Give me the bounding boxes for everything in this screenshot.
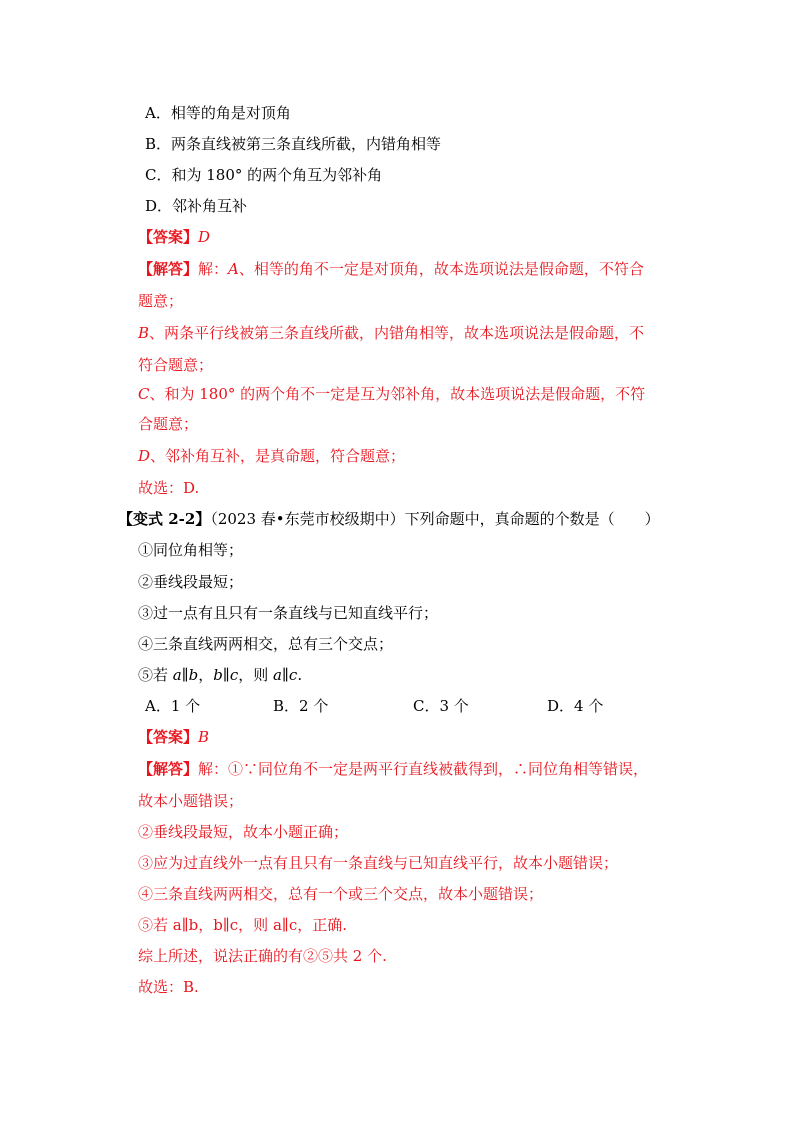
q1-analysis-line-6: 合题意；	[138, 415, 199, 433]
var-a: a	[273, 666, 282, 684]
q1-option-d: D．邻补角互补	[145, 197, 248, 215]
analysis-text: 、两条平行线被第三条直线所截，内错角相等，故本选项说法是假命题，不	[149, 324, 645, 342]
q1-analysis-line-7	[138, 446, 405, 466]
analysis-text: 、邻补角互补，是真命题，符合题意；	[150, 447, 406, 465]
q2-summary: 综上所述，说法正确的有②⑤共 2 个.	[138, 947, 387, 965]
q1-analysis-line-1	[138, 259, 644, 279]
q1-option-c: C．和为 180° 的两个角互为邻补角	[145, 166, 383, 184]
analysis-letter: C	[138, 385, 150, 403]
analysis-text: 解：①∵同位角不一定是两平行直线被截得到，∴同位角相等错误，	[198, 760, 649, 778]
q1-analysis-line-4: 符合题意；	[138, 356, 214, 374]
var-c: c	[288, 666, 298, 684]
q1-analysis-line-3	[138, 323, 644, 343]
q2-analysis-line-1	[138, 759, 648, 779]
analysis-label: 【解答】	[138, 760, 199, 778]
answer-label: 【答案】	[138, 728, 199, 746]
answer-value: D	[198, 228, 211, 246]
item-text: ，	[198, 666, 214, 684]
q1-analysis-line-2: 题意；	[138, 292, 184, 310]
answer-value: B	[198, 728, 210, 746]
analysis-letter: B	[138, 324, 150, 342]
var-b: b	[213, 666, 223, 684]
variant-heading: 【变式 2-2】	[118, 510, 211, 528]
q1-option-b: B．两条直线被第三条直线所截，内错角相等	[145, 135, 442, 153]
var-a: a	[172, 666, 182, 684]
answer-label: 【答案】	[138, 228, 199, 246]
q2-analysis-line-2: 故本小题错误；	[138, 792, 244, 810]
q2-item-4: ④三条直线两两相交，总有三个交点；	[138, 635, 394, 653]
item-text: ，则	[238, 666, 274, 684]
analysis-label: 【解答】	[138, 260, 199, 278]
analysis-text: 、和为 180° 的两个角不一定是互为邻补角，故本选项说法是假命题，不符	[149, 385, 646, 403]
item-text: ⑤若	[138, 666, 173, 684]
q1-option-a: A．相等的角是对顶角	[145, 104, 291, 122]
q2-option-a: A．1 个	[145, 697, 201, 715]
q2-choice: 故选：B.	[138, 978, 199, 996]
var-c: c	[229, 666, 239, 684]
question-text: （2023 春•东莞市校级期中）下列命题中，真命题的个数是（ ）	[210, 510, 660, 528]
parallel-symbol: ∥	[222, 666, 230, 684]
q2-analysis-line-6: ⑤若 a∥b，b∥c，则 a∥c，正确.	[138, 916, 347, 934]
q2-analysis-line-3: ②垂线段最短，故本小题正确；	[138, 823, 349, 841]
q2-option-d: D．4 个	[547, 697, 604, 715]
analysis-letter: A	[228, 260, 239, 278]
q2-option-b: B．2 个	[273, 697, 329, 715]
q2-item-5	[138, 665, 302, 685]
q2-item-3: ③过一点有且只有一条直线与已知直线平行；	[138, 604, 439, 622]
q2-item-2: ②垂线段最短；	[138, 573, 244, 591]
q2-item-1: ①同位角相等；	[138, 541, 244, 559]
item-text: .	[297, 666, 303, 684]
analysis-text: 、相等的角不一定是对顶角，故本选项说法是假命题，不符合	[238, 260, 644, 278]
analysis-text: 解：	[198, 260, 229, 278]
parallel-symbol: ∥	[281, 666, 289, 684]
q1-choice: 故选：D.	[138, 479, 200, 497]
analysis-letter: D	[138, 447, 151, 465]
parallel-symbol: ∥	[181, 666, 189, 684]
q2-analysis-line-5: ④三条直线两两相交，总有一个或三个交点，故本小题错误；	[138, 885, 544, 903]
q2-analysis-line-4: ③应为过直线外一点有且只有一条直线与已知直线平行，故本小题错误；	[138, 854, 619, 872]
q2-answer	[138, 727, 209, 747]
q2-option-c: C．3 个	[413, 697, 469, 715]
q1-answer	[138, 227, 210, 247]
var-b: b	[188, 666, 199, 684]
q2-question	[118, 509, 660, 529]
q1-analysis-line-5	[138, 384, 645, 404]
